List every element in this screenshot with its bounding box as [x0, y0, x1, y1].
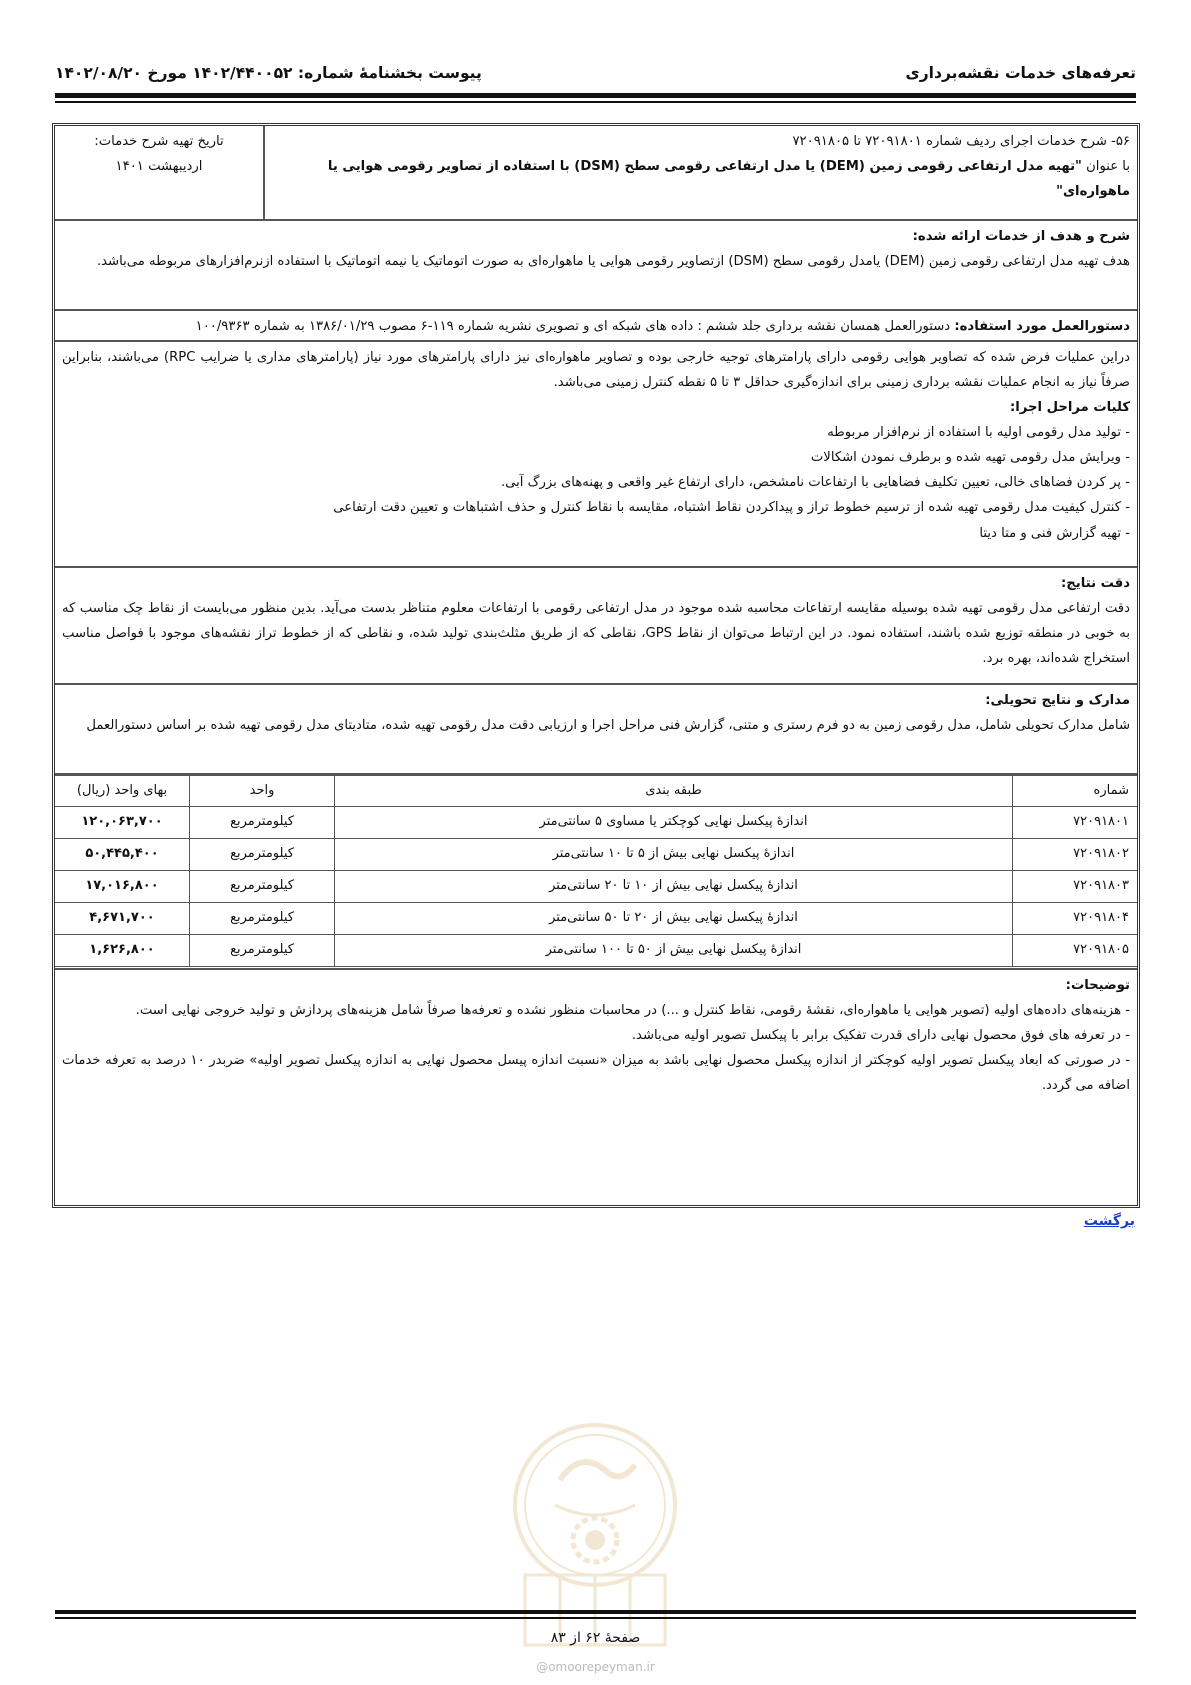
price-table: [55, 775, 1137, 967]
header-unit: واحد: [190, 776, 335, 807]
execution-steps-title: کلیات مراحل اجرا:: [1009, 400, 1130, 416]
note-item: - در صورتی که ابعاد پیکسل تصویر اولیه کوچکتر از اندازه پیکسل محصول نهایی باشد به میزان «نسبت اندازه پیسل محصول نهایی به اندازه پیکسل تصویر اولیه» ضربدر ۱۰ درصد به تعرفه خدمات اضافه می گردد.: [62, 1053, 1130, 1094]
deliverables-title: مدارک و نتایج تحویلی:: [985, 693, 1130, 708]
price-table-header-row: [55, 776, 1137, 807]
footer-thin-rule: [55, 1617, 1136, 1619]
standard-section: [55, 311, 1137, 342]
service-description-frame: [52, 123, 1140, 1208]
table-row: [55, 871, 1137, 903]
row-code: ۷۲۰۹۱۸۰۵: [1013, 935, 1138, 967]
note-item: - هزینه‌های داده‌های اولیه (تصویر هوایی یا ماهواره‌ای، نقشهٔ رقومی، نقاط کنترل و ...) در محاسبات منظور نشده و تعرفه‌ها صرفاً شامل هزینه‌های پردازش و تولید خروجی نهایی است.: [135, 1003, 1130, 1019]
header-code: شماره: [1013, 776, 1138, 807]
header-document-title: تعرفه‌های خدمات نقشه‌برداری: [905, 64, 1136, 82]
service-date-cell: [55, 126, 263, 219]
purpose-text: هدف تهیه مدل ارتفاعی رقومی زمین (DEM) یامدل رقومی سطح (DSM) ازتصاویر رقومی هوایی یا ماهواره‌ای به صورت اتوماتیک یا نیمه اتوماتیک با استفاده ازنرم‌افزارهای مربوطه می‌باشد.: [96, 254, 1130, 270]
header-thick-rule: [55, 93, 1136, 98]
row-unit: کیلومترمربع: [190, 839, 335, 871]
row-class: اندازهٔ پیکسل نهایی بیش از ۲۰ تا ۵۰ سانتی‌متر: [335, 903, 1013, 935]
row-unit: کیلومترمربع: [190, 903, 335, 935]
execution-step: - پر کردن فضاهای خالی، تعیین تکلیف فضاهایی با ارتفاعات نامشخص، دارای ارتفاع غیر واقعی و پهنه‌های بزرگ آبی.: [500, 475, 1130, 491]
execution-step: - ویرایش مدل رقومی تهیه شده و برطرف نمودن اشکالات: [810, 450, 1130, 466]
footer-thick-rule: [55, 1610, 1136, 1614]
row-price: ۵۰,۴۴۵,۴۰۰: [55, 839, 190, 871]
notes-title: توضیحات:: [1065, 978, 1130, 993]
omoorepeyman-logo-watermark-icon: [500, 1410, 690, 1660]
service-heading-row: [55, 126, 1137, 221]
page-header: [55, 58, 1136, 88]
row-class: اندازهٔ پیکسل نهایی بیش از ۵ تا ۱۰ سانتی‌متر: [335, 839, 1013, 871]
execution-step: - تولید مدل رقومی اولیه با استفاده از نرم‌افزار مربوطه: [827, 425, 1130, 441]
row-class: اندازهٔ پیکسل نهایی کوچکتر یا مساوی ۵ سانتی‌متر: [335, 807, 1013, 839]
header-circular-reference: پیوست بخشنامهٔ شماره: ۱۴۰۲/۴۴۰۰۵۲ مورخ ۱۴۰۲/۰۸/۲۰: [55, 64, 482, 82]
purpose-section: [55, 221, 1137, 311]
service-heading: [263, 126, 1137, 219]
execution-step: - تهیه گزارش فنی و متا دیتا: [979, 525, 1130, 541]
service-title-bold: "تهیه مدل ارتفاعی رقومی زمین (DEM) یا مدل ارتفاعی رقومی سطح (DSM) با استفاده از تصاویر رقومی هوایی یا ماهواره‌ای": [327, 159, 1130, 200]
header-class: طبقه بندی: [335, 776, 1013, 807]
row-class: اندازهٔ پیکسل نهایی بیش از ۵۰ تا ۱۰۰ سانتی‌متر: [335, 935, 1013, 967]
table-row: [55, 807, 1137, 839]
notes-section: [55, 970, 1137, 1100]
accuracy-section: [55, 568, 1137, 685]
row-price: ۴,۶۷۱,۷۰۰: [55, 903, 190, 935]
price-table-section: [55, 775, 1137, 970]
execution-intro: دراین عملیات فرض شده که تصاویر هوایی رقومی دارای پارامترهای توجیه خارجی بوده و تصاویر ماهواره‌ای نیز دارای پارامترهای مورد نیاز (پارامترهای مداری یا ضرایب RPC) می‌باشند، بنابراین صرفاً نیاز به انجام عملیات نقشه برداری زمینی برای اندازه‌گیری حداقل ۳ تا ۵ نقطه کنترل زمینی می‌باشد.: [62, 350, 1130, 391]
page-number: صفحهٔ ۶۲ از ۸۳: [550, 1630, 641, 1646]
row-unit: کیلومترمربع: [190, 871, 335, 903]
standard-text: دستورالعمل همسان نقشه برداری جلد ششم : داده های شبکه ای و تصویری نشریه شماره ۱۱۹-۶ مصوب ۱۳۸۶/۰۱/۲۹ به شماره ۱۰۰/۹۳۶۳: [195, 319, 955, 334]
accuracy-title: دقت نتایج:: [1061, 576, 1130, 591]
header-thin-rule: [55, 101, 1136, 103]
execution-section: [55, 342, 1137, 568]
row-class: اندازهٔ پیکسل نهایی بیش از ۱۰ تا ۲۰ سانتی‌متر: [335, 871, 1013, 903]
back-link[interactable]: برگشت: [1083, 1213, 1135, 1229]
table-row: [55, 903, 1137, 935]
service-row-range: ۵۶- شرح خدمات اجرای ردیف شماره ۷۲۰۹۱۸۰۱ تا ۷۲۰۹۱۸۰۵: [792, 134, 1130, 149]
row-code: ۷۲۰۹۱۸۰۲: [1013, 839, 1138, 871]
table-row: [55, 935, 1137, 967]
purpose-title: شرح و هدف از خدمات ارائه شده:: [912, 229, 1130, 244]
accuracy-text: دقت ارتفاعی مدل رقومی تهیه شده بوسیله مقایسه ارتفاعات محاسبه شده موجود در مدل ارتفاعی رقومی با ارتفاعات معلوم متناظر بدست می‌آید. بدین منظور می‌بایست از نقاط چک مناسب که به خوبی در منطقه توزیع شده باشند، استفاده نمود. در این ارتباط می‌توان از نقاط GPS، نقاطی که از طریق مثلث‌بندی تولید شده، و نقاطی که از خطوط تراز نقشه‌های موجود با فواصل مناسب استخراج شده‌اند، بهره برد.: [62, 601, 1130, 667]
deliverables-text: شامل مدارک تحویلی شامل، مدل رقومی زمین به دو فرم رستری و متنی، گزارش فنی مراحل اجرا و ارزیابی دقت مدل رقومی تهیه شده، متادیتای مدل رقومی تهیه شده بر اساس دستورالعمل: [86, 718, 1130, 734]
row-code: ۷۲۰۹۱۸۰۴: [1013, 903, 1138, 935]
row-price: ۱,۶۲۶,۸۰۰: [55, 935, 190, 967]
service-title-prefix: با عنوان: [1081, 159, 1130, 175]
row-unit: کیلومترمربع: [190, 935, 335, 967]
row-price: ۱۲۰,۰۶۳,۷۰۰: [55, 807, 190, 839]
row-code: ۷۲۰۹۱۸۰۳: [1013, 871, 1138, 903]
table-row: [55, 839, 1137, 871]
header-price: بهای واحد (ریال): [55, 776, 190, 807]
footer-website: @omoorepeyman.ir: [536, 1660, 655, 1674]
execution-step: - کنترل کیفیت مدل رقومی تهیه شده از ترسیم خطوط تراز و پیداکردن نقاط اشتباه، مقایسه با نقاط کنترل و حذف اشتباهات و تعیین دقت ارتفاعی: [333, 500, 1130, 516]
note-item: - در تعرفه های فوق محصول نهایی دارای قدرت تفکیک برابر با پیکسل تصویر اولیه می‌باشد.: [631, 1028, 1130, 1044]
deliverables-section: [55, 685, 1137, 775]
service-date-value: اردیبهشت ۱۴۰۱: [115, 159, 203, 175]
row-unit: کیلومترمربع: [190, 807, 335, 839]
service-title: [272, 154, 1130, 204]
row-code: ۷۲۰۹۱۸۰۱: [1013, 807, 1138, 839]
standard-label: دستورالعمل مورد استفاده:: [954, 319, 1130, 334]
row-price: ۱۷,۰۱۶,۸۰۰: [55, 871, 190, 903]
service-date-label: تاریخ تهیه شرح خدمات:: [94, 134, 224, 149]
